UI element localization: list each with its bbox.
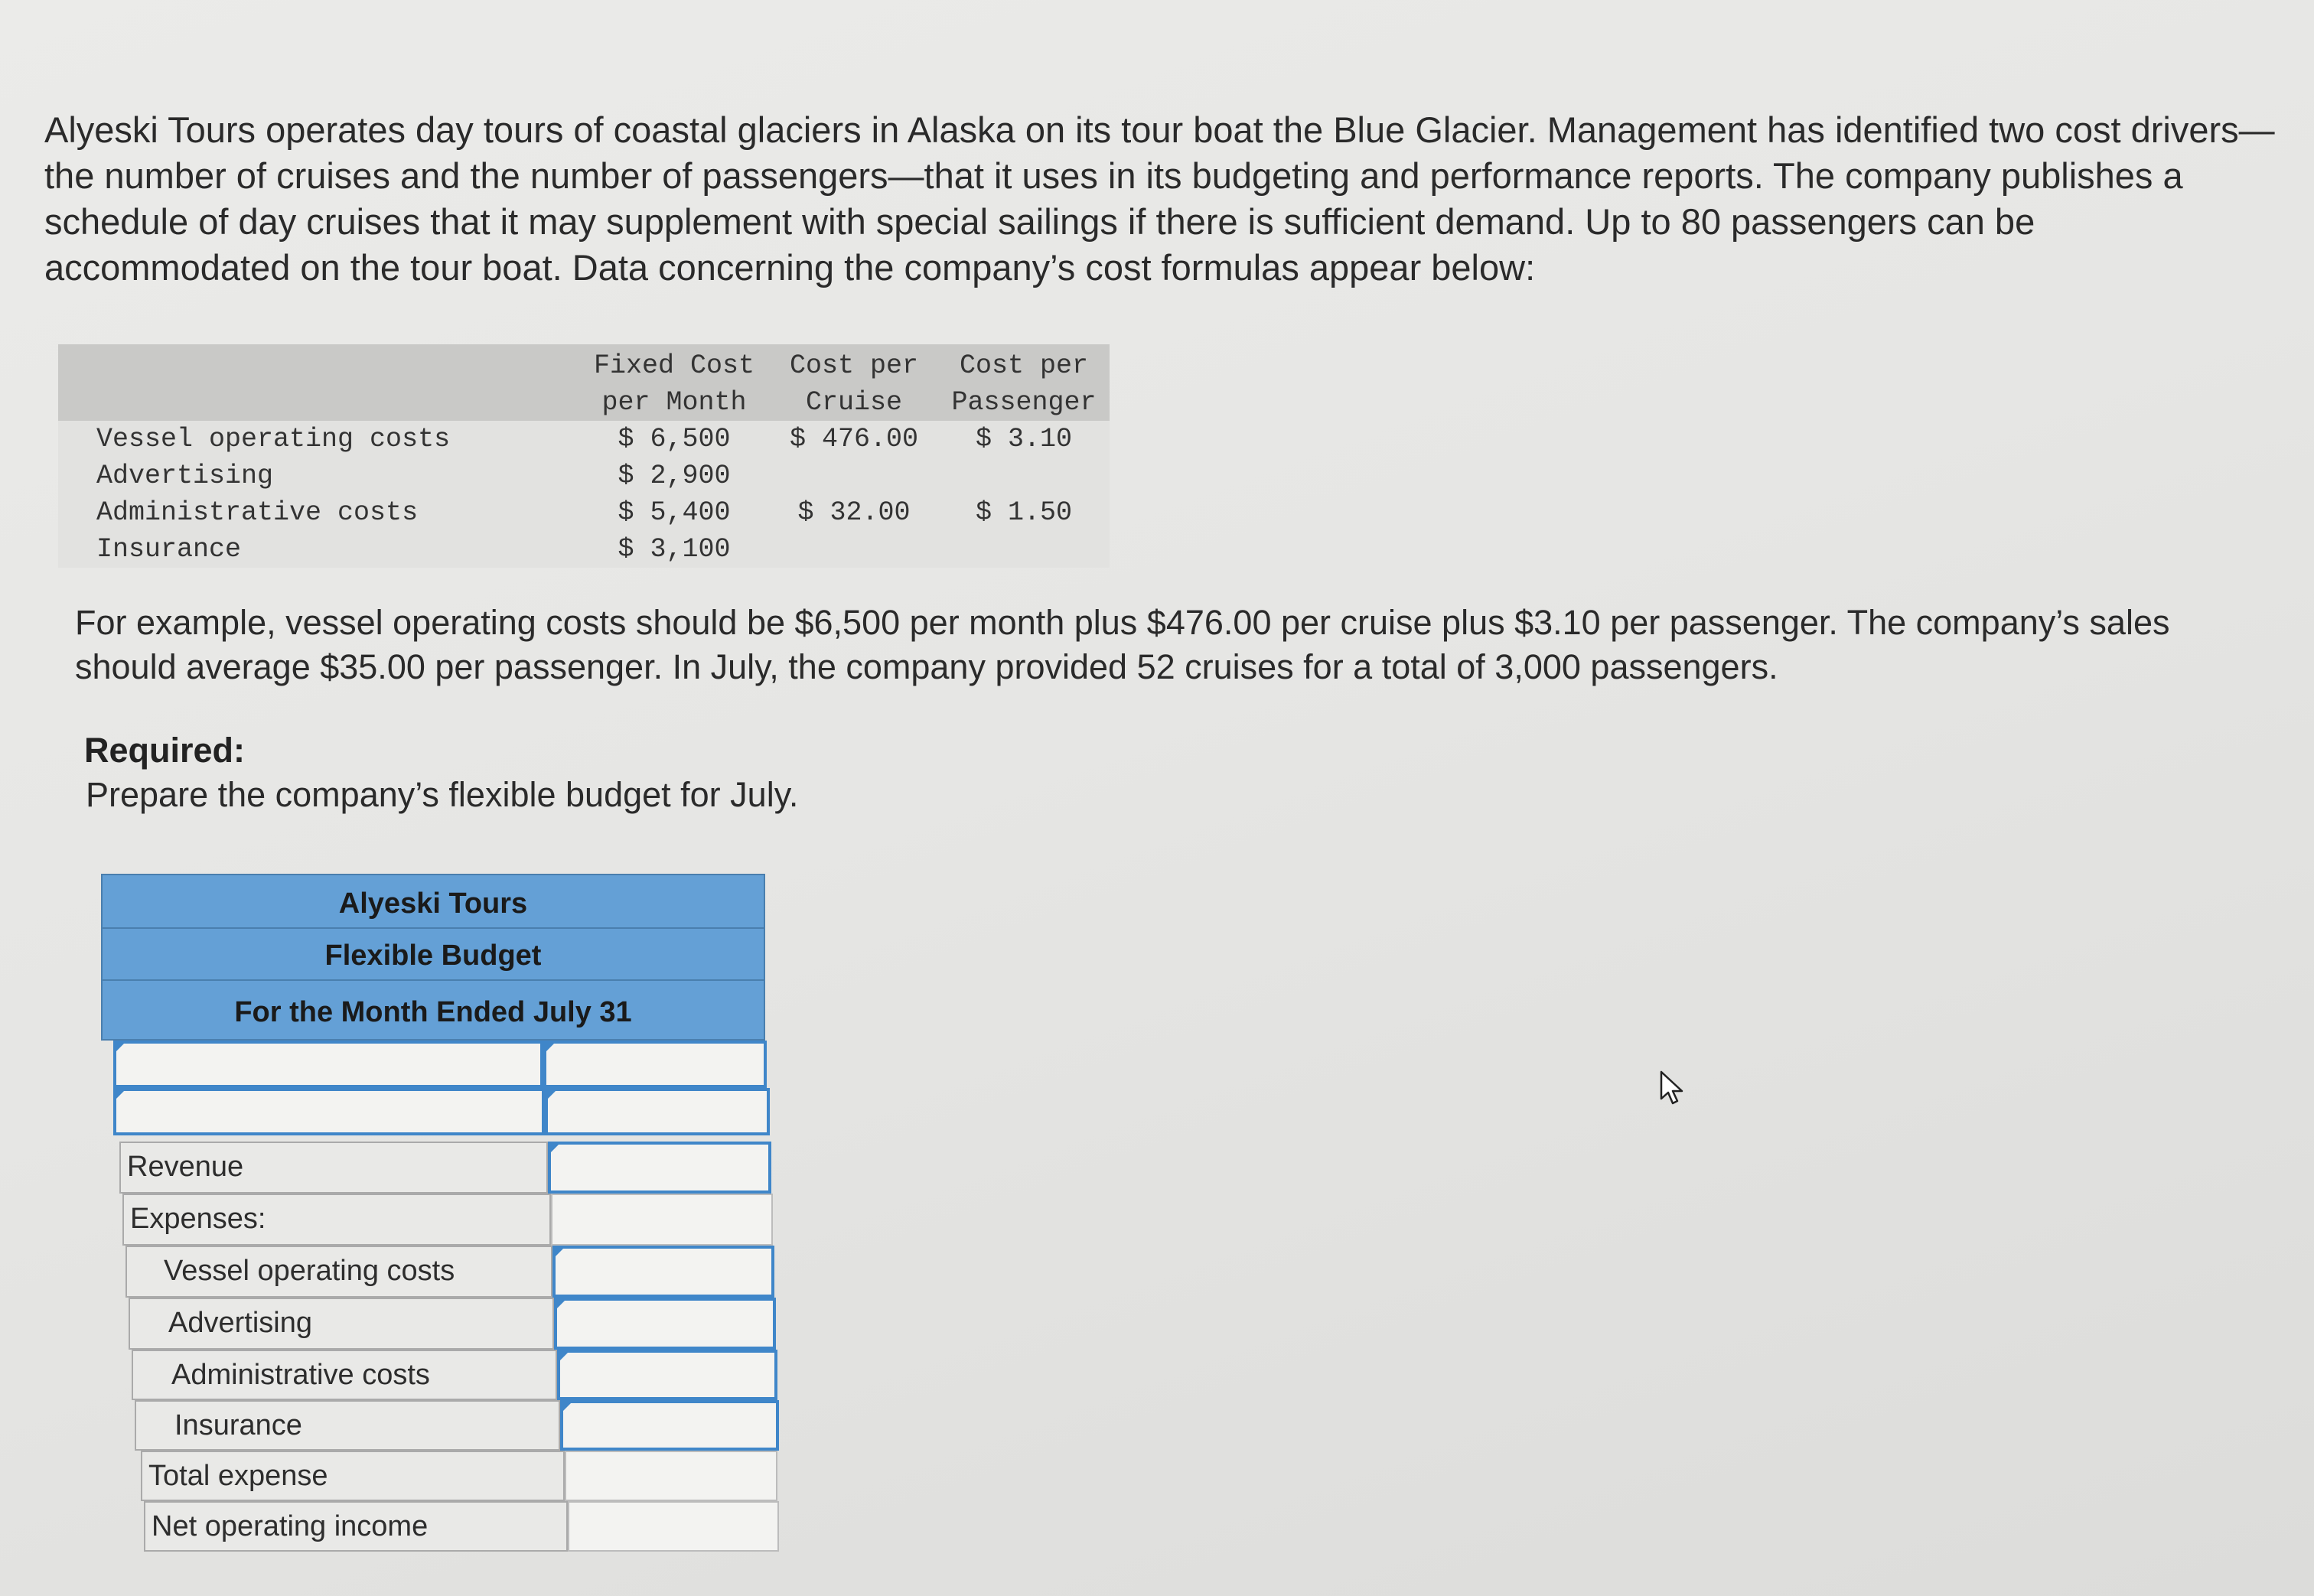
cost-label: Vessel operating costs xyxy=(96,424,451,454)
column-label-dropdown[interactable] xyxy=(113,1088,545,1135)
row-label: Revenue xyxy=(119,1142,548,1194)
row-label: Insurance xyxy=(135,1400,560,1451)
header-divider xyxy=(103,979,764,981)
fixed-cost-value: $ 5,400 xyxy=(618,497,731,528)
fixed-cost-value: $ 6,500 xyxy=(618,424,731,454)
budget-row-advertising xyxy=(113,1298,779,1350)
cruise-cost-value xyxy=(770,458,938,494)
example-paragraph: For example, vessel operating costs should be $6,500 per month plus $476.00 per cruise plus $3.10 per passenger. The company’s sales should average $35.00 per passenger. In July, the company provided 52 cruises for a total of 3,000 passengers. xyxy=(75,603,2170,686)
row-label: Total expense xyxy=(141,1451,565,1501)
cruise-cost-value: $ 476.00 xyxy=(789,424,919,454)
header-cost-per-passenger: Cost per Passenger xyxy=(938,344,1110,421)
column-label-dropdown[interactable] xyxy=(113,1041,543,1088)
advertising-input[interactable] xyxy=(554,1298,776,1350)
cost-row-vessel xyxy=(58,421,1110,458)
cost-table-header-blank xyxy=(58,344,578,421)
passenger-cost-value xyxy=(938,458,1110,494)
passenger-cost-value: $ 1.50 xyxy=(975,497,1073,528)
row-label: Expenses: xyxy=(122,1194,551,1246)
passenger-cost-value xyxy=(938,531,1110,568)
expenses-blank-cell xyxy=(551,1194,773,1246)
budget-blank-row xyxy=(113,1041,779,1088)
header-fixed-cost: Fixed Cost per Month xyxy=(578,344,770,421)
budget-row-admin xyxy=(113,1350,779,1400)
budget-row-insurance xyxy=(113,1400,779,1451)
required-instruction: Prepare the company’s flexible budget for July. xyxy=(86,775,799,814)
fixed-cost-value: $ 3,100 xyxy=(618,534,731,565)
budget-blank-row xyxy=(113,1088,779,1135)
passenger-cost-value: $ 3.10 xyxy=(975,424,1073,454)
cost-label: Administrative costs xyxy=(96,497,419,528)
header-divider xyxy=(103,927,764,929)
column-amount-input[interactable] xyxy=(545,1088,770,1135)
budget-row-net xyxy=(113,1501,779,1552)
row-label: Administrative costs xyxy=(132,1350,557,1400)
cost-row-insurance xyxy=(58,531,1110,568)
flexible-budget-header xyxy=(101,874,765,1041)
cruise-cost-value xyxy=(770,531,938,568)
budget-row-vessel xyxy=(113,1246,779,1298)
revenue-input[interactable] xyxy=(548,1142,771,1194)
admin-cost-input[interactable] xyxy=(557,1350,777,1400)
budget-row-expenses xyxy=(113,1194,779,1246)
cost-row-advertising xyxy=(58,458,1110,494)
required-heading: Required: xyxy=(84,731,246,770)
budget-period: For the Month Ended July 31 xyxy=(234,996,632,1028)
problem-intro: Alyeski Tours operates day tours of coastal glaciers in Alaska on its tour boat the Blue Glacier. Management has identified two cost drivers—the number of cruises and the number of passengers—that it uses in its budgeting and performance reports. The company publishes a schedule of day cruises that it may supplement with special sailings if there is sufficient demand. Up to 80 passengers can be accommodated on the tour boat. Data concerning the company’s cost formulas appear below: xyxy=(44,109,2275,288)
cost-label: Insurance xyxy=(96,534,242,565)
row-label: Advertising xyxy=(129,1298,554,1350)
vessel-cost-input[interactable] xyxy=(552,1246,774,1298)
row-label: Net operating income xyxy=(144,1501,568,1552)
cost-label: Advertising xyxy=(96,461,274,491)
column-amount-input[interactable] xyxy=(543,1041,767,1088)
budget-company-name: Alyeski Tours xyxy=(338,888,528,920)
net-income-cell[interactable] xyxy=(568,1501,779,1552)
cost-table-header-row xyxy=(58,344,1110,421)
total-expense-cell[interactable] xyxy=(565,1451,777,1501)
budget-title: Flexible Budget xyxy=(324,940,542,972)
row-label: Vessel operating costs xyxy=(125,1246,552,1298)
cost-row-admin xyxy=(58,494,1110,531)
flexible-budget-table xyxy=(113,1041,779,1553)
cruise-cost-value: $ 32.00 xyxy=(797,497,911,528)
cost-formula-table xyxy=(58,344,1110,568)
header-cost-per-cruise: Cost per Cruise xyxy=(770,344,938,421)
insurance-input[interactable] xyxy=(560,1400,779,1451)
budget-row-total xyxy=(113,1451,779,1501)
fixed-cost-value: $ 2,900 xyxy=(618,461,731,491)
budget-row-revenue xyxy=(113,1142,779,1194)
mouse-pointer-icon xyxy=(1659,1070,1685,1105)
